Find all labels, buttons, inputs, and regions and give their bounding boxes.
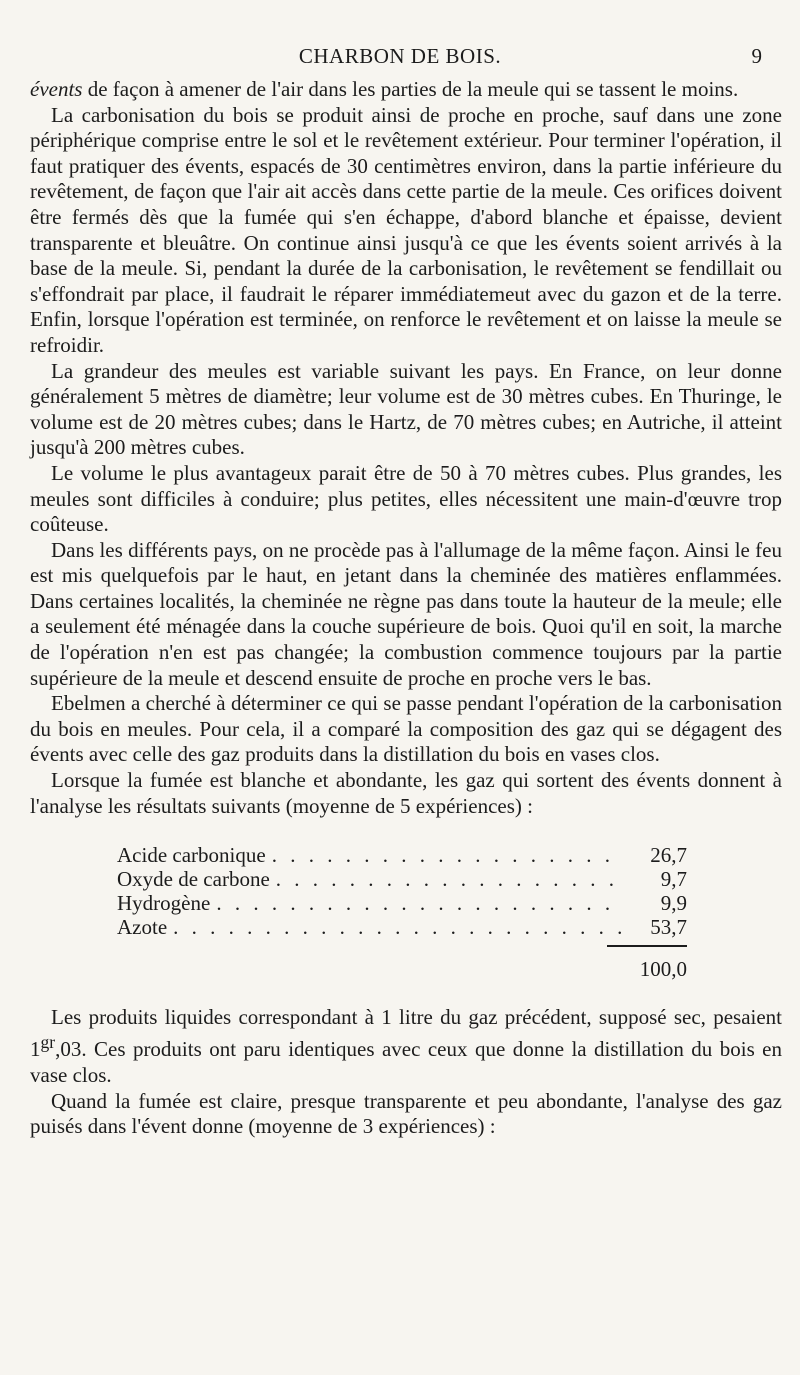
analysis-row (117, 891, 687, 915)
paragraph-text: ,03. Ces produits ont paru identiques avec ceux que donne la distillation du bois en vase clos. (30, 1037, 782, 1087)
paragraph: La carbonisation du bois se produit ainsi de proche en proche, sauf dans une zone périphérique comprise entre le sol et le revêtement extérieur. Pour terminer l'opération, il faut pratiquer des évents, espacés de 30 centimètres environ, dans la partie inférieure du revêtement, de façon que l'air ait accès dans cette partie de la meule. Ces orifices doivent être fermés dès que la fumée qui s'en échappe, d'abord blanche et épaisse, devient transparente et bleuâtre. On continue ainsi jusqu'à ce que les évents soient arrivés à la base de la meule. Si, pendant la durée de la carbonisation, le revêtement se fendillait ou s'effondrait par place, il faudrait le réparer immédiatemeut avec du gazon et de la terre. Enfin, lorsque l'opération est terminée, on renforce le revêtement et on laisse la meule se refroidir. (30, 102, 782, 357)
leader-dots (216, 891, 621, 917)
page-header (30, 40, 770, 76)
analysis-value: 9,7 (660, 867, 687, 892)
leader-dots (272, 843, 621, 869)
analysis-total: 100,0 (639, 957, 687, 982)
analysis-row (117, 843, 687, 867)
paragraph (30, 77, 782, 103)
paragraph: Le volume le plus avantageux parait être de 50 à 70 mètres cubes. Plus grandes, les meules sont difficiles à conduire; plus petites, elles nécessitent une main-d'œuvre trop coûteuse. (30, 460, 782, 537)
leader-dots (173, 915, 621, 941)
sum-rule (607, 945, 687, 947)
analysis-value: 26,7 (650, 843, 687, 868)
analysis-label: Hydrogène (117, 891, 211, 916)
analysis-row (117, 867, 687, 891)
paragraph: Lorsque la fumée est blanche et abondante, les gaz qui sortent des évents donnent à l'analyse les résultats suivants (moyenne de 5 expériences) : (30, 768, 782, 818)
running-title: CHARBON DE BOIS. (298, 44, 502, 68)
paragraph (30, 1005, 782, 1089)
italic-term: évents (30, 77, 83, 101)
paragraph: Dans les différents pays, on ne procède pas à l'allumage de la même façon. Ainsi le feu est mis quelquefois par le haut, en jetant dans la cheminée des matières enflammées. Dans certaines localités, la cheminée ne règne pas dans toute la hauteur de la meule; elle a seulement été ménagée dans la couche supérieure de bois. Quoi qu'il en soit, la marche de l'opération n'en est pas changée; la combustion commence toujours par la partie supérieure de la meule et descend ensuite de proche en proche vers le bas. (30, 537, 782, 690)
analysis-label: Acide carbonique (117, 843, 266, 868)
leader-dots (276, 867, 621, 893)
page-number: 9 (751, 44, 762, 68)
gas-analysis-table (117, 843, 687, 983)
analysis-label: Azote (117, 915, 168, 940)
paragraph-text: Les produits liquides correspondant à 1 litre du gaz précédent, supposé sec, pesaient 1 (30, 1004, 782, 1062)
analysis-value: 9,9 (660, 891, 687, 916)
paragraph: Ebelmen a cherché à déterminer ce qui se passe pendant l'opération de la carbonisation du bois en meules. Pour cela, il a comparé la composition des gaz qui se dégagent des évents avec celle des gaz produits dans la distillation du bois en vases clos. (30, 691, 782, 767)
analysis-row (117, 915, 687, 939)
paragraph: Quand la fumée est claire, presque transparente et peu abondante, l'analyse des gaz puisés dans l'évent donne (moyenne de 3 expériences) : (30, 1088, 782, 1139)
analysis-label: Oxyde de carbone (117, 867, 270, 892)
analysis-value: 53,7 (650, 915, 687, 940)
unit-superscript: gr (40, 1032, 56, 1053)
paragraph: La grandeur des meules est variable suivant les pays. En France, on leur donne généralement 5 mètres de diamètre; leur volume est de 30 mètres cubes. En Thuringe, le volume est de 20 mètres cubes; dans le Hartz, de 70 mètres cubes; en Autriche, il atteint jusqu'à 200 mètres cubes. (30, 358, 782, 460)
paragraph-text: de façon à amener de l'air dans les parties de la meule qui se tassent le moins. (82, 77, 739, 101)
page-body (30, 77, 782, 1140)
